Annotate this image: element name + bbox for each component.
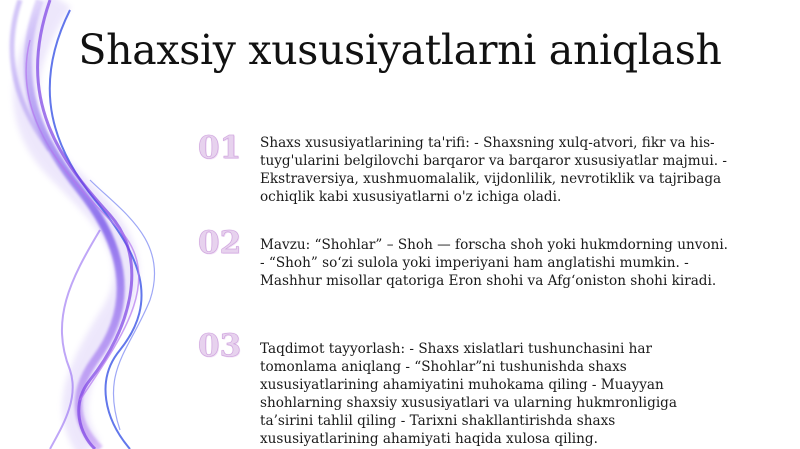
- item-number-01: 01: [198, 130, 242, 166]
- item-text-03: Taqdimot tayyorlash: - Shaxs xislatlari tushunchasini har tomonlama aniqlang - “Shohlar”ni tushunishda shaxs xususiyatlarining ahamiyatini muhokama qiling - Muayyan shohlarning shaxsiy xususiyatlari va ularning hukmronligiga ta’sirini tahlil qiling - Tarixni shakllantirishda shaxs xususiyatlarining ahamiyati haqida xulosa qiling.: [260, 341, 677, 447]
- slide-title: Shaxsiy xususiyatlarni aniqlash: [78, 26, 722, 74]
- item-number-03: 03: [198, 328, 242, 364]
- item-text-01: Shaxs xususiyatlarining ta'rifi: - Shaxsning xulq-atvori, fikr va his-tuyg'ularini belgilovchi barqaror va barqaror xususiyatlar majmui. - Ekstraversiya, xushmuomalalik, vijdonlilik, nevrotiklik va tajribaga ochiqlik kabi xususiyatlarni o'z ichiga oladi.: [260, 135, 727, 205]
- item-text-02: Mavzu: “Shohlar” – Shoh — forscha shoh yoki hukmdorning unvoni. - “Shoh” so‘zi sulola yoki imperiyani ham anglatishi mumkin. - Mashhur misollar qatoriga Eron shohi va Afg‘oniston shohi kiradi.: [260, 237, 729, 289]
- item-number-02: 02: [198, 225, 242, 261]
